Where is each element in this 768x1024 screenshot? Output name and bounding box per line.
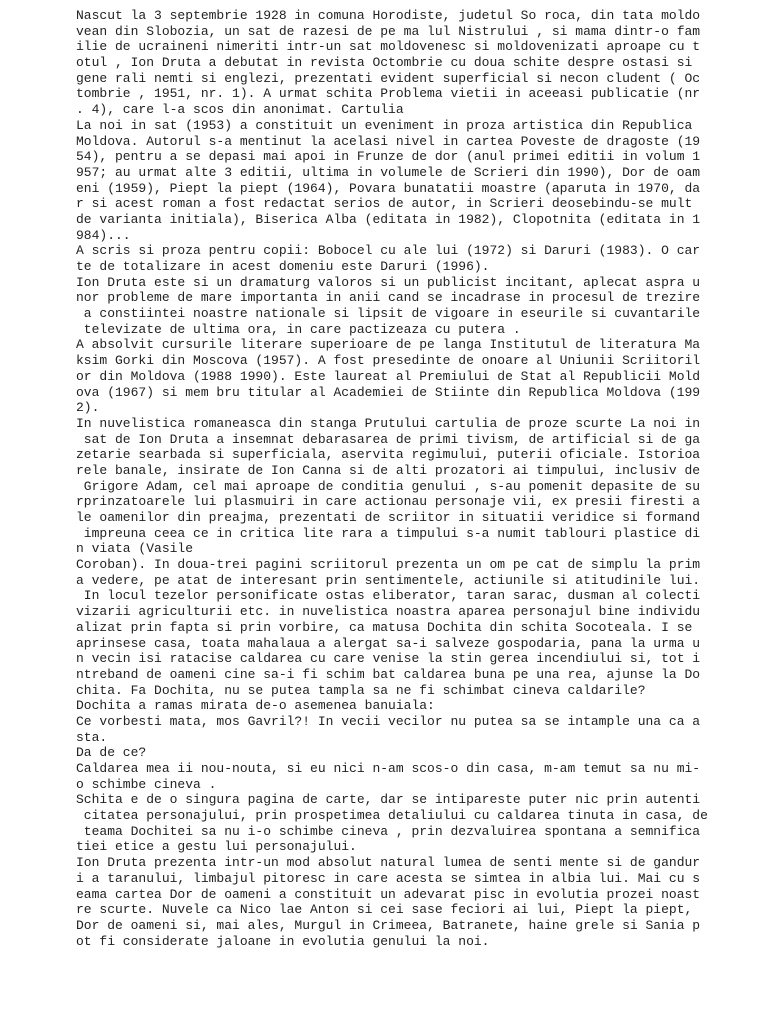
- text-line: Dochita a ramas mirata de-o asemenea banuiala:: [76, 698, 435, 714]
- text-line: te de totalizare in acest domeniu este Daruri (1996).: [76, 259, 490, 274]
- text-line: eni (1959), Piept la piept (1964), Povara bunatatii moastre (aparuta in 1970, da: [76, 180, 701, 196]
- text-line: Ce vorbesti mata, mos Gavril?! In vecii vecilor nu putea sa se intample una ca a: [76, 713, 701, 729]
- text-line: eama cartea Dor de oameni a constituit un adevarat pisc in evolutia prozei noast: [76, 886, 701, 902]
- text-line: gene rali nemti si englezi, prezentati evident superficial si necon cludent ( Oc: [76, 70, 701, 86]
- text-line: n viata (Vasile: [76, 541, 194, 557]
- text-line: ksim Gorki din Moscova (1957). A fost presedinte de onoare al Uniunii Scriitoril: [76, 353, 701, 369]
- text-line: sat de Ion Druta a insemnat debarasarea de primi tivism, de artificial si de ga: [76, 431, 701, 447]
- text-line: Ion Druta prezenta intr-un mod absolut natural lumea de senti mente si de gandur: [76, 855, 701, 871]
- text-line: 2).: [76, 400, 100, 416]
- text-line: ot fi considerate jaloane in evolutia genului la noi.: [76, 933, 490, 949]
- text-line: chita. Fa Dochita, nu se putea tampla sa ne fi schimbat cineva caldarile?: [76, 682, 646, 698]
- text-line: de varianta initiala), Biserica Alba (editata in 1982), Clopotnita (editata in 1: [76, 211, 701, 227]
- text-line: n vecin isi ratacise caldarea cu care venise la stin gerea incendiului si, tot i: [76, 651, 701, 667]
- text-line: Nascut la 3 septembrie 1928 in comuna Horodiste, judetul So roca, din tata moldo: [76, 8, 701, 23]
- text-line: In nuvelistica romaneasca din stanga Prutului cartulia de proze scurte La noi in: [76, 415, 701, 431]
- text-line: nor probleme de mare importanta in anii cand se incadrase in procesul de trezire: [76, 290, 701, 306]
- text-line: Dor de oameni si, mai ales, Murgul in Crimeea, Batranete, haine grele si Sania p: [76, 917, 701, 933]
- text-line: ilie de ucraineni nimeriti intr-un sat moldovenesc si moldovenizati aproape cu t: [76, 39, 701, 55]
- text-line: Caldarea mea ii nou-nouta, si eu nici n-am scos-o din casa, m-am temut sa nu mi-: [76, 761, 701, 776]
- text-line: impreuna ceea ce in critica lite rara a timpului s-a numit tablouri plastice di: [76, 525, 701, 541]
- text-line: La noi in sat (1953) a constituit un eveniment in proza artistica din Republica: [76, 117, 693, 133]
- text-line: a constiintei noastre nationale si lipsit de vigoare in eseurile si cuvantarile: [76, 306, 701, 322]
- text-line: Coroban). In doua-trei pagini scriitorul prezenta un om pe cat de simplu la prim: [76, 557, 701, 573]
- text-line: 984)...: [76, 227, 131, 243]
- text-line: 54), pentru a se depasi mai apoi in Frunze de dor (anul primei editii in volum 1: [76, 149, 701, 165]
- text-line: Schita e de o singura pagina de carte, dar se intipareste puter nic prin autenti: [76, 792, 701, 808]
- text-line: rele banale, insirate de Ion Canna si de alti prozatori ai timpului, inclusiv de: [76, 462, 701, 478]
- text-line: vean din Slobozia, un sat de razesi de pe ma lul Nistrului , si mama dintr-o fam: [76, 23, 701, 39]
- text-line: tombrie , 1951, nr. 1). A urmat schita Problema vietii in aceeasi publicatie (nr: [76, 86, 701, 102]
- text-line: A absolvit cursurile literare superioare de pe langa Institutul de literatura Ma: [76, 337, 701, 353]
- text-line: rprinzatoarele lui plasmuiri in care actionau personaje vii, ex presii firesti a: [76, 494, 701, 510]
- text-line: ntreband de oameni cine sa-i fi schim bat caldarea buna pe una rea, ajunse la Do: [76, 666, 701, 682]
- text-line: zetarie searbada si superficiala, aservita regimului, puterii oficiale. Istorioa: [76, 447, 701, 463]
- text-line: In locul tezelor personificate ostas eliberator, taran sarac, dusman al colecti: [76, 588, 701, 604]
- text-line: aprinsese casa, toata mahalaua a alergat sa-i salveze gospodaria, pana la urma u: [76, 635, 701, 651]
- text-line: le oamenilor din preajma, prezentati de scriitor in situatii veridice si formand: [76, 510, 701, 525]
- text-line: otul , Ion Druta a debutat in revista Octombrie cu doua schite despre ostasi si: [76, 55, 693, 71]
- text-line: r si acest roman a fost redactat serios de autor, in Scrieri deosebindu-se mult: [76, 196, 693, 212]
- text-line: ova (1967) si mem bru titular al Academiei de Stiinte din Republica Moldova (199: [76, 384, 701, 400]
- text-line: sta.: [76, 729, 108, 745]
- text-line: citatea personajului, prin prospetimea detaliului cu caldarea tinuta in casa, de: [76, 808, 708, 824]
- text-line: Moldova. Autorul s-a mentinut la acelasi nivel in cartea Poveste de dragoste (19: [76, 133, 701, 149]
- document-page: [76, 8, 768, 949]
- text-line: Da de ce?: [76, 745, 147, 761]
- text-line: o schimbe cineva .: [76, 776, 217, 792]
- text-line: tiei etice a gestu lui personajului.: [76, 839, 357, 855]
- text-line: Grigore Adam, cel mai aproape de conditia genului , s-au pomenit depasite de su: [76, 478, 701, 494]
- text-line: alizat prin fapta si prin vorbire, ca matusa Dochita din schita Socoteala. I se: [76, 619, 693, 635]
- text-line: televizate de ultima ora, in care pactizeaza cu putera .: [76, 321, 521, 337]
- text-line: teama Dochitei sa nu i-o schimbe cineva , prin dezvaluirea spontana a semnifica: [76, 823, 701, 839]
- text-line: re scurte. Nuvele ca Nico lae Anton si cei sase feciori ai lui, Piept la piept,: [76, 902, 693, 918]
- text-line: A scris si proza pentru copii: Bobocel cu ale lui (1972) si Daruri (1983). O car: [76, 243, 701, 259]
- text-line: Ion Druta este si un dramaturg valoros si un publicist incitant, aplecat aspra u: [76, 274, 701, 290]
- text-line: a vedere, pe atat de interesant prin sentimentele, actiunile si atitudinile lui.: [76, 572, 701, 588]
- text-line: i a taranului, limbajul pitoresc in care acesta se simtea in albia lui. Mai cu s: [76, 870, 701, 886]
- text-line: 957; au urmat alte 3 editii, ultima in volumele de Scrieri din 1990), Dor de oam: [76, 164, 701, 180]
- text-line: vizarii agriculturii etc. in nuvelistica noastra aparea personajul bine individu: [76, 604, 701, 620]
- text-line: or din Moldova (1988 1990). Este laureat al Premiului de Stat al Republicii Mold: [76, 368, 701, 384]
- text-line: . 4), care l-a scos din anonimat. Cartulia: [76, 102, 404, 118]
